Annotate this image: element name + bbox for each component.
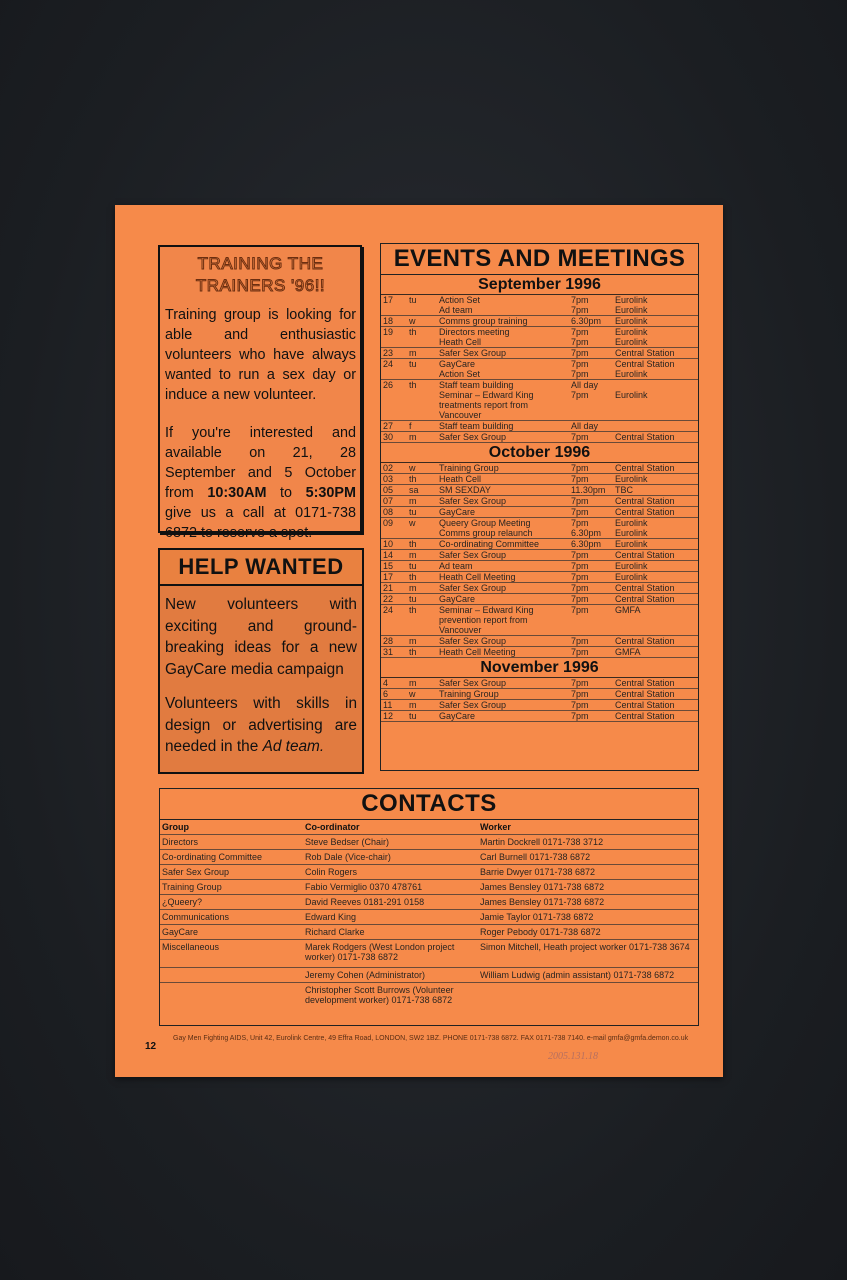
training-details: If you're interested and available on 21, 28 September and 5 October from 10:30AM to 5:30PM give us a call at 0171-738 6872 to reserve a spot. [165, 425, 356, 541]
contact-row: Miscellaneous Marek Rodgers (West London project worker) 0171-738 6872 Simon Mitchell, Heath project worker 0171-738 3674 [160, 940, 698, 968]
event-row: 05 sa SM SEXDAY 11.30pm TBC [381, 485, 698, 496]
contact-row: Directors Steve Bedser (Chair) Martin Dockrell 0171-738 3712 [160, 835, 698, 850]
event-row: 31 th Heath Cell Meeting 7pm GMFA [381, 647, 698, 658]
training-intro: Training group is looking for able and enthusiastic volunteers who have always wanted to run a sex day or induce a new volunteer. [165, 307, 356, 403]
contacts-body [160, 835, 698, 1011]
pencil-annotation: 2005.131.18 [548, 1051, 598, 1062]
event-row: 09 w Queery Group Meeting 7pm Eurolink Comms group relaunch 6.30pm Eurolink [381, 518, 698, 539]
month-heading: November 1996 [381, 658, 698, 678]
contact-row: Communications Edward King Jamie Taylor 0171-738 6872 [160, 910, 698, 925]
contacts-header-row: Group Co-ordinator Worker [160, 820, 698, 835]
help-wanted-text-1: New volunteers with exciting and ground-breaking ideas for a new GayCare media campaign [165, 596, 357, 678]
event-row: 23 m Safer Sex Group 7pm Central Station [381, 348, 698, 359]
contacts-title: CONTACTS [160, 789, 698, 820]
event-row: 02 w Training Group 7pm Central Station [381, 463, 698, 474]
contact-row: Co-ordinating Committee Rob Dale (Vice-chair) Carl Burnell 0171-738 6872 [160, 850, 698, 865]
training-end-time: 5:30PM [305, 485, 356, 501]
event-row: 27 f Staff team building All day [381, 421, 698, 432]
contact-row: Training Group Fabio Vermiglio 0370 478761 James Bensley 0171-738 6872 [160, 880, 698, 895]
event-row: 17 tu Action Set 7pm Eurolink Ad team 7pm Eurolink [381, 295, 698, 316]
events-body [381, 275, 698, 722]
event-row: 08 tu GayCare 7pm Central Station [381, 507, 698, 518]
event-row: 17 th Heath Cell Meeting 7pm Eurolink [381, 572, 698, 583]
contact-row: ¿Queery? David Reeves 0181-291 0158 James Bensley 0171-738 6872 [160, 895, 698, 910]
month-heading: October 1996 [381, 443, 698, 463]
event-row: 14 m Safer Sex Group 7pm Central Station [381, 550, 698, 561]
training-start-time: 10:30AM [207, 485, 267, 501]
event-row: 26 th Staff team building All day Seminar – Edward King 7pm Eurolink treatments report from Vancouver [381, 380, 698, 421]
event-row: 11 m Safer Sex Group 7pm Central Station [381, 700, 698, 711]
event-row: 18 w Comms group training 6.30pm Eurolink [381, 316, 698, 327]
event-row: 4 m Safer Sex Group 7pm Central Station [381, 678, 698, 689]
event-row: 22 tu GayCare 7pm Central Station [381, 594, 698, 605]
event-row: 12 tu GayCare 7pm Central Station [381, 711, 698, 722]
help-wanted-title: HELP WANTED [160, 550, 362, 586]
event-row: 21 m Safer Sex Group 7pm Central Station [381, 583, 698, 594]
event-row: 07 m Safer Sex Group 7pm Central Station [381, 496, 698, 507]
help-wanted-box [158, 548, 364, 774]
event-row: 19 th Directors meeting 7pm Eurolink Heath Cell 7pm Eurolink [381, 327, 698, 348]
event-row: 30 m Safer Sex Group 7pm Central Station [381, 432, 698, 443]
training-title: TRAINING THE TRAINERS '96!! [195, 254, 326, 295]
contacts-table [159, 788, 699, 1026]
events-table [380, 243, 699, 771]
event-row: 28 m Safer Sex Group 7pm Central Station [381, 636, 698, 647]
event-row: 15 tu Ad team 7pm Eurolink [381, 561, 698, 572]
event-row: 10 th Co-ordinating Committee 6.30pm Eurolink [381, 539, 698, 550]
contact-row: Safer Sex Group Colin Rogers Barrie Dwyer 0171-738 6872 [160, 865, 698, 880]
events-title: EVENTS AND MEETINGS [381, 244, 698, 275]
event-row: 03 th Heath Cell 7pm Eurolink [381, 474, 698, 485]
month-heading: September 1996 [381, 275, 698, 295]
page-number: 12 [145, 1041, 157, 1052]
help-wanted-text-2: Volunteers with skills in design or advertising are needed in the Ad team. [165, 695, 357, 755]
contact-row: Jeremy Cohen (Administrator) William Ludwig (admin assistant) 0171-738 6872 [160, 968, 698, 983]
event-row: 24 th Seminar – Edward King 7pm GMFA prevention report from Vancouver [381, 605, 698, 636]
newsletter-page [115, 205, 723, 1077]
event-row: 24 tu GayCare 7pm Central Station Action Set 7pm Eurolink [381, 359, 698, 380]
contact-row: GayCare Richard Clarke Roger Pebody 0171-738 6872 [160, 925, 698, 940]
event-row: 6 w Training Group 7pm Central Station [381, 689, 698, 700]
contact-row: Christopher Scott Burrows (Volunteer development worker) 0171-738 6872 [305, 985, 454, 1005]
footer-address: Gay Men Fighting AIDS, Unit 42, Eurolink Centre, 49 Effra Road, LONDON, SW2 1BZ. PHONE 0171-738 6872. FAX 0171-738 7140. e-mail gmfa@gmfa.demon.co.uk [173, 1035, 689, 1042]
training-box [158, 245, 362, 541]
